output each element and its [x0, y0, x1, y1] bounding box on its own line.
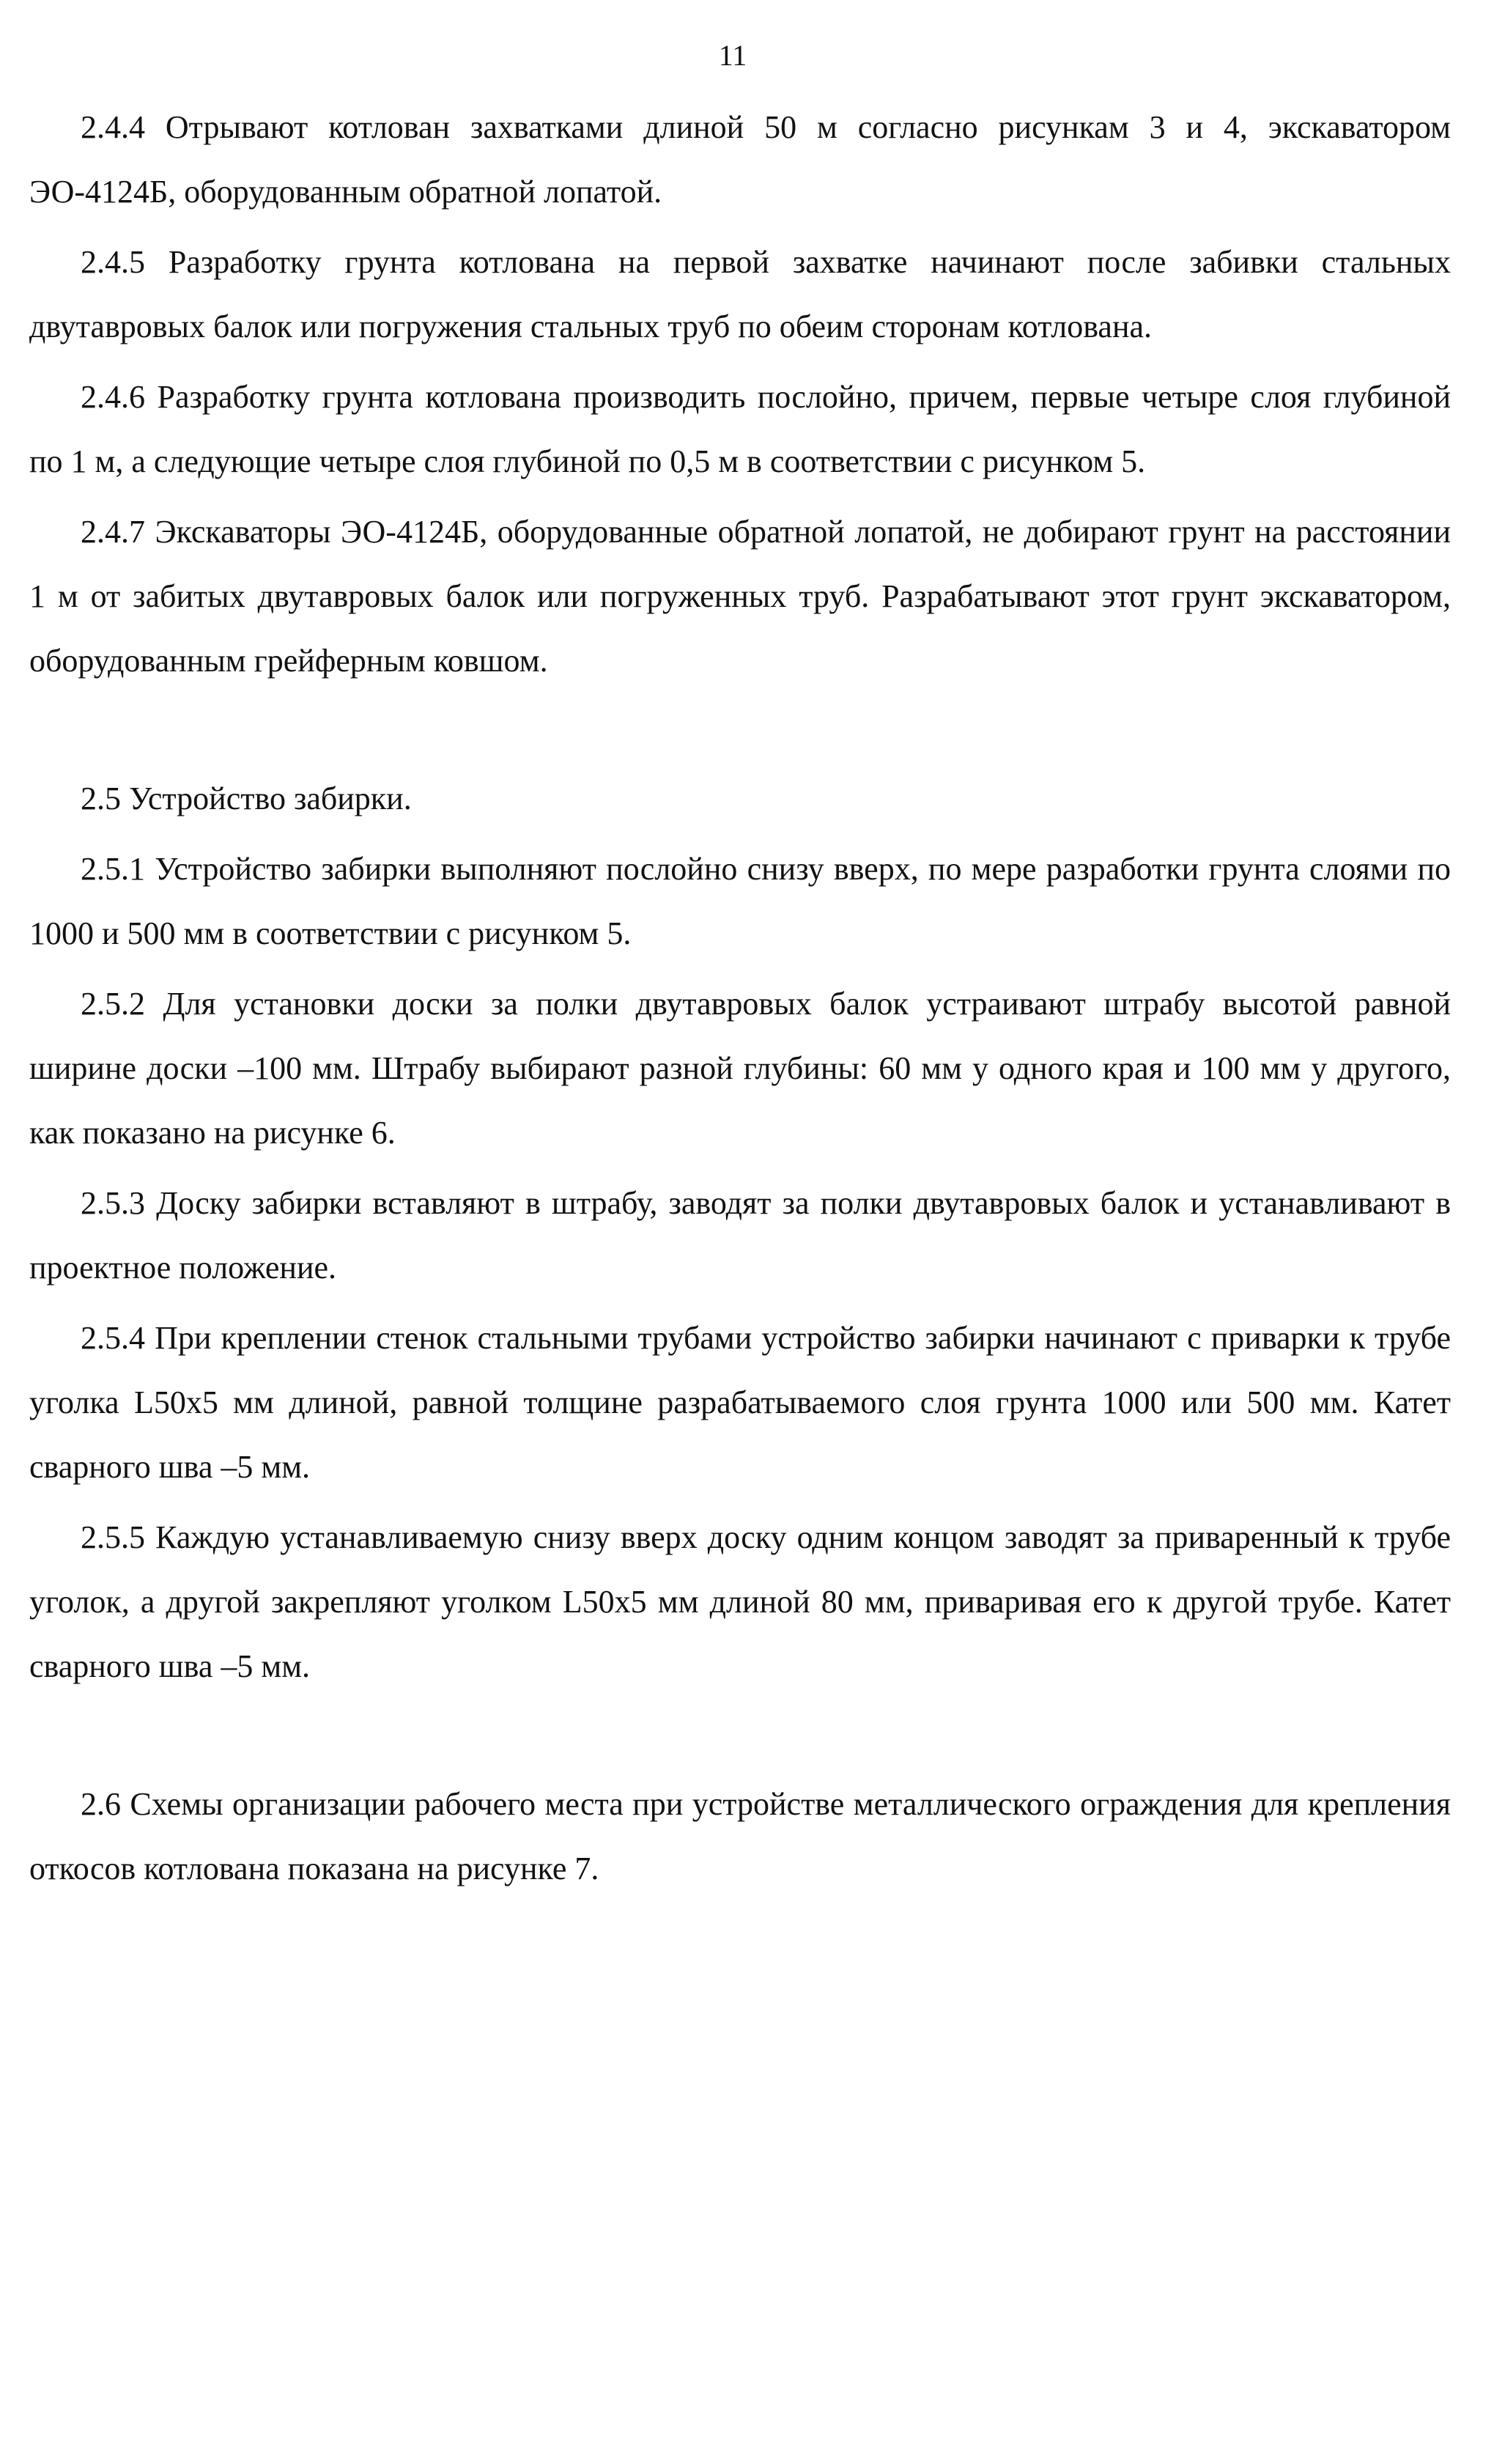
page-number: 11 [718, 39, 747, 72]
paragraph-2-5-1: 2.5.1 Устройство забирки выполняют послойно снизу вверх, по мере разработки грунта слоями по 1000 и 500 мм в соответствии с рисунком 5. [29, 851, 1451, 951]
paragraph-2-5-5: 2.5.5 Каждую устанавливаемую снизу вверх доску одним концом заводят за приваренный к трубе уголок, а другой закрепляют уголком L50x5 мм длиной 80 мм, приваривая его к другой трубе. Катет сварного шва –5 мм. [29, 1519, 1451, 1684]
paragraph-2-6: 2.6 Схемы организации рабочего места при устройстве металлического ограждения для крепления откосов котлована показана на рисунке 7. [29, 1786, 1451, 1886]
paragraph-2-5-3: 2.5.3 Доску забирки вставляют в штрабу, заводят за полки двутавровых балок и устанавливают в проектное положение. [29, 1185, 1451, 1286]
paragraph-2-4-6: 2.4.6 Разработку грунта котлована производить послойно, причем, первые четыре слоя глубиной по 1 м, а следующие четыре слоя глубиной по 0,5 м в соответствии с рисунком 5. [29, 379, 1451, 479]
paragraph-2-4-4: 2.4.4 Отрывают котлован захватками длиной 50 м согласно рисункам 3 и 4, экскаватором ЭО-4124Б, оборудованным обратной лопатой. [29, 109, 1451, 210]
paragraph-2-5-4: 2.5.4 При креплении стенок стальными трубами устройство забирки начинают с приварки к трубе уголка L50x5 мм длиной, равной толщине разрабатываемого слоя грунта 1000 или 500 мм. Катет сварного шва –5 мм. [29, 1320, 1451, 1485]
document-body [29, 95, 1451, 1907]
section-heading-2-5: 2.5 Устройство забирки. [81, 781, 412, 816]
paragraph-2-5-2: 2.5.2 Для установки доски за полки двутавровых балок устраивают штрабу высотой равной ширине доски –100 мм. Штрабу выбирают разной глубины: 60 мм у одного края и 100 мм у другого, как показано на рисунке 6. [29, 986, 1451, 1151]
paragraph-2-4-7: 2.4.7 Экскаваторы ЭО-4124Б, оборудованные обратной лопатой, не добирают грунт на расстоянии 1 м от забитых двутавровых балок или погруженных труб. Разрабатывают этот грунт экскаватором, оборудованным грейферным ковшом. [29, 514, 1451, 679]
section-spacer [29, 699, 1451, 767]
paragraph-2-4-5: 2.4.5 Разработку грунта котлована на первой захватке начинают после забивки стальных двутавровых балок или погружения стальных труб по обеим сторонам котлована. [29, 244, 1451, 344]
section-spacer [29, 1705, 1451, 1772]
